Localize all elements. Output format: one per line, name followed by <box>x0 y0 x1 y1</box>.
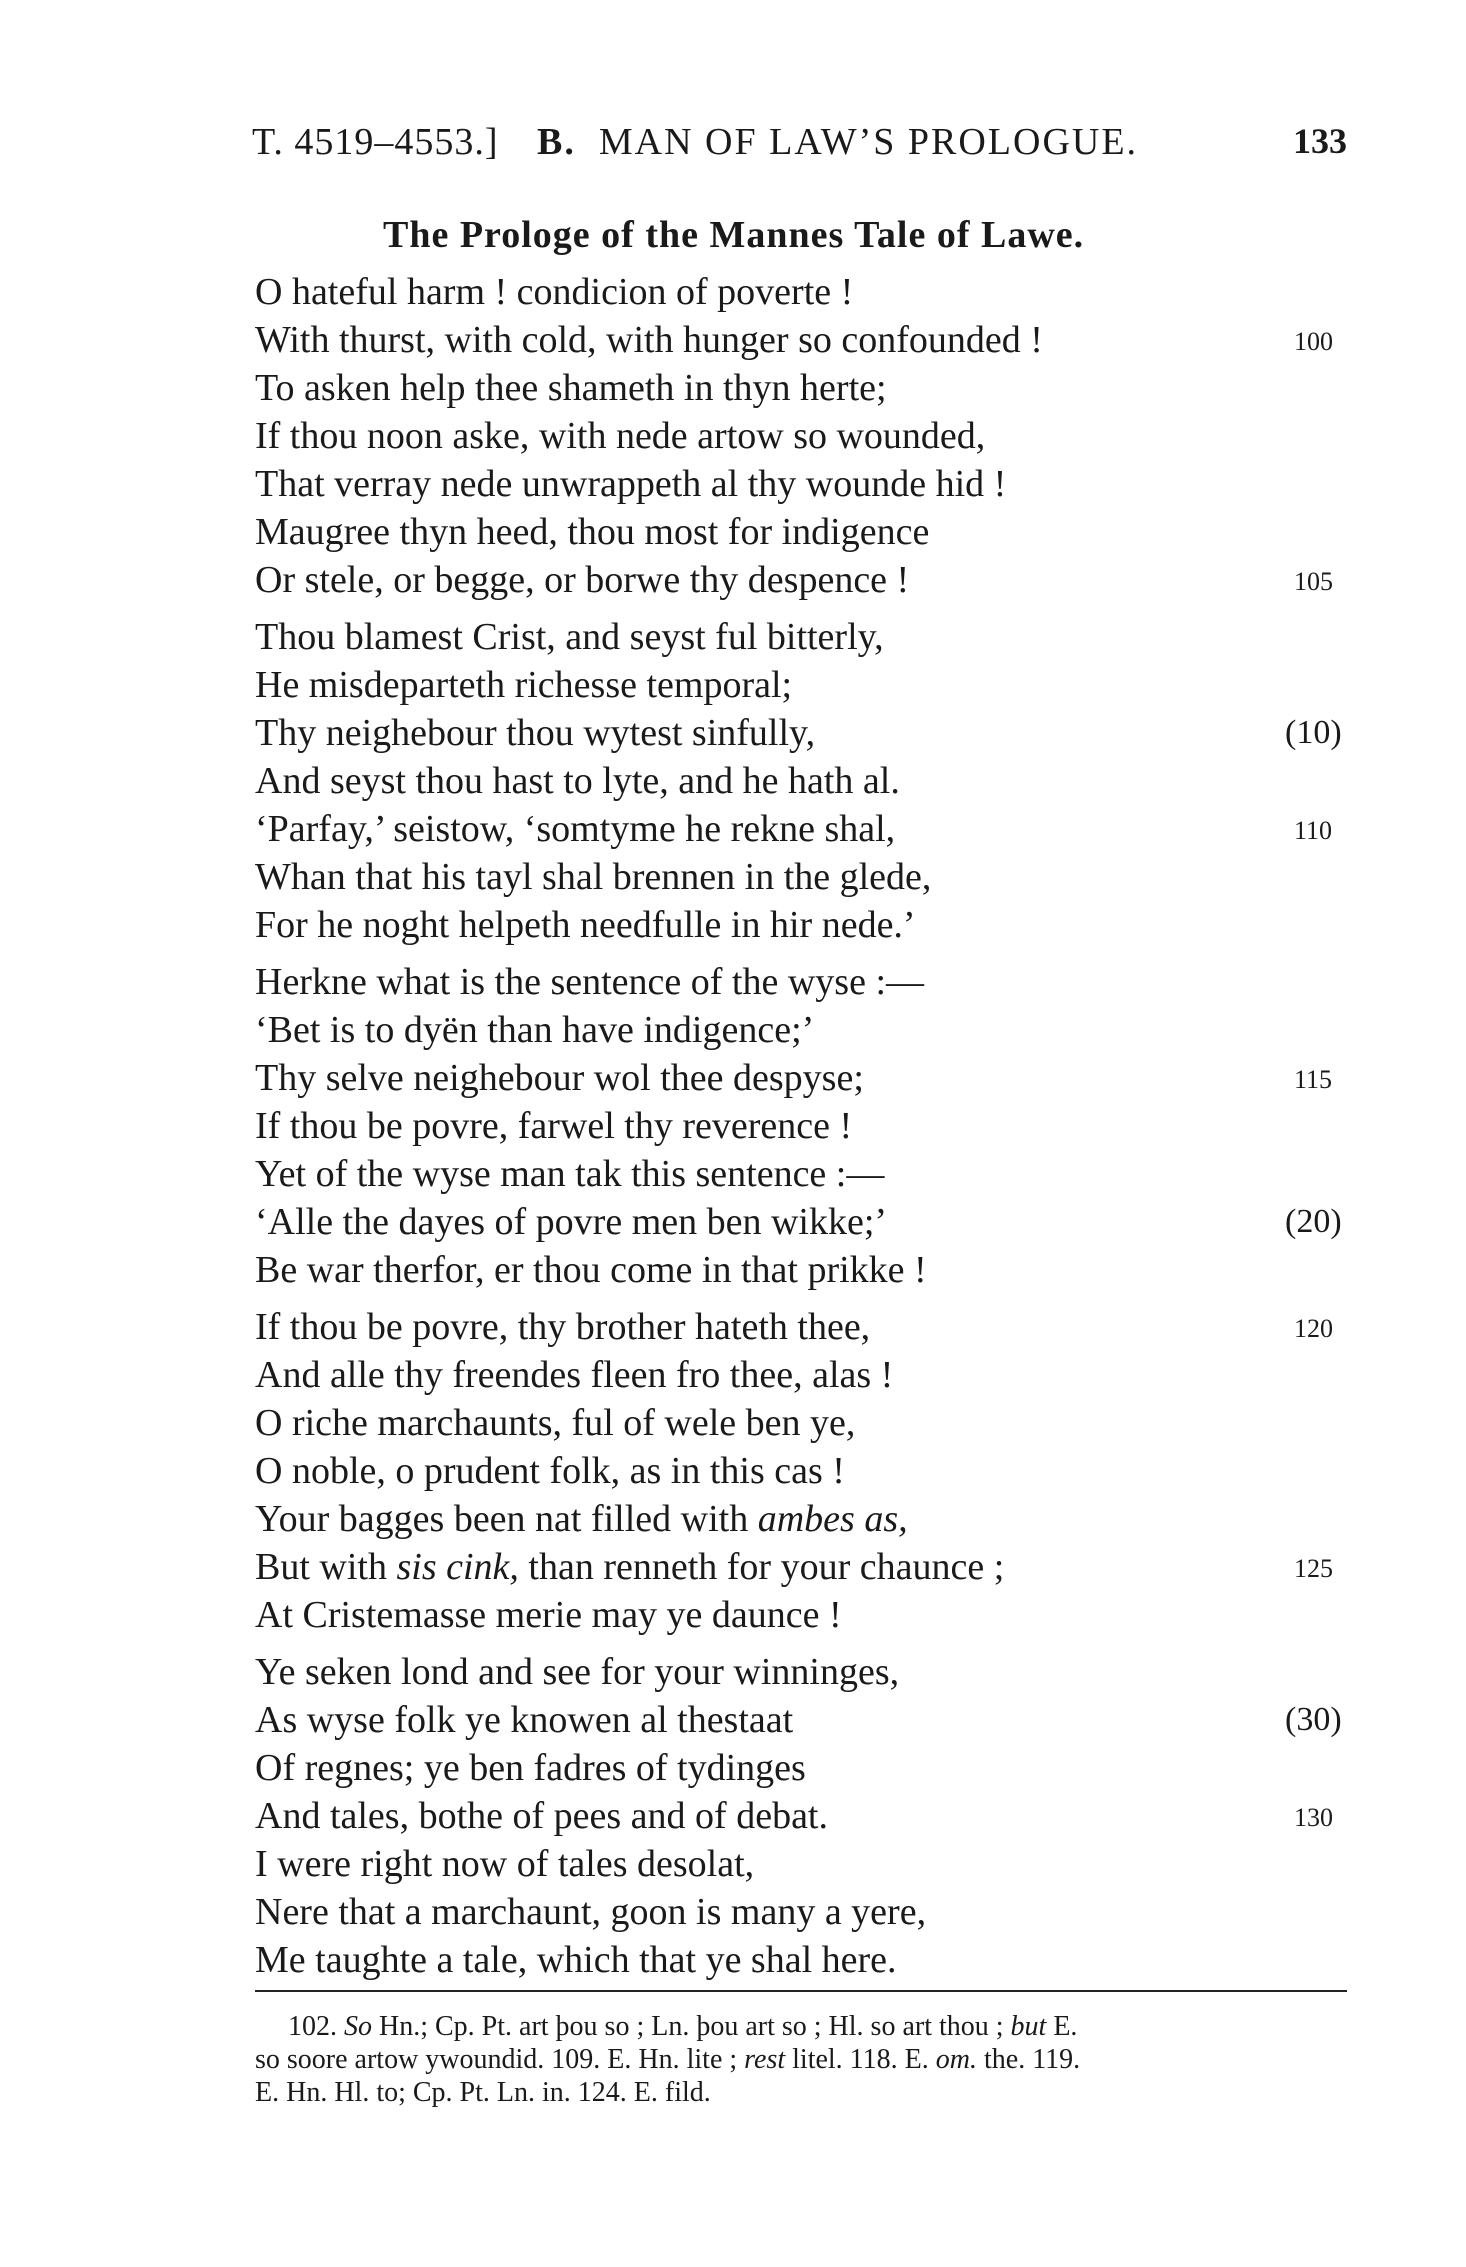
verse-text: I were right now of tales desolat, <box>255 1843 755 1885</box>
verse-line <box>255 1936 1355 1984</box>
verse-line <box>255 460 1355 508</box>
verse-text: If thou noon aske, with nede artow so wounded, <box>255 415 986 457</box>
verse-text: With thurst, with cold, with hunger so confounded ! <box>255 319 1043 361</box>
verse-line <box>255 268 1355 316</box>
verse-line <box>255 1198 1355 1246</box>
verse-line <box>255 1543 1355 1591</box>
verse-text: But with <box>255 1546 397 1588</box>
verse-text: Or stele, or begge, or borwe thy despence ! <box>255 559 910 601</box>
section-title: The Prologe of the Mannes Tale of Lawe. <box>383 214 1085 256</box>
verse-text: And seyst thou hast to lyte, and he hath al. <box>255 760 900 802</box>
verse-text: ‘Alle the dayes of povre men ben wikke;’ <box>255 1201 888 1243</box>
verse-text: As wyse folk ye knowen al thestaat <box>255 1699 794 1741</box>
verse-text: O noble, o prudent folk, as in this cas ! <box>255 1450 845 1492</box>
footnote-line: so soore artow ywoundid. 109. E. Hn. lite ; rest litel. 118. E. om. the. 119. <box>255 2044 1081 2075</box>
footnote-line: 102. So Hn.; Cp. Pt. art þou so ; Ln. þou art so ; Hl. so art thou ; but E. <box>288 2011 1078 2042</box>
verse-line <box>255 1888 1355 1936</box>
footnote-rule <box>255 1990 1347 1992</box>
verse-line <box>255 1054 1355 1102</box>
verse-text: O riche marchaunts, ful of wele ben ye, <box>255 1402 856 1444</box>
verse-text-cont: than renneth for your chaunce ; <box>518 1546 1005 1588</box>
line-number: 120 <box>1294 1314 1333 1343</box>
verse-text: Whan that his tayl shal brennen in the glede, <box>255 856 932 898</box>
verse-line <box>255 1102 1355 1150</box>
line-number: 105 <box>1294 567 1333 596</box>
verse-line <box>255 1792 1355 1840</box>
verse-line <box>255 508 1355 556</box>
verse-line <box>255 1351 1355 1399</box>
verse-text: To asken help thee shameth in thyn herte; <box>255 367 887 409</box>
verse-line <box>255 364 1355 412</box>
verse-text: Thy selve neighebour wol thee despyse; <box>255 1057 864 1099</box>
page-number: 133 <box>1293 121 1347 161</box>
verse-line <box>255 556 1355 604</box>
verse-text: Ye seken lond and see for your winninges, <box>255 1651 900 1693</box>
verse-text: O hateful harm ! condicion of poverte ! <box>255 271 854 313</box>
verse-line <box>255 1399 1355 1447</box>
verse-text: And alle thy freendes fleen fro thee, alas ! <box>255 1354 894 1396</box>
verse-text: For he noght helpeth needfulle in hir nede.’ <box>255 904 916 946</box>
verse-line <box>255 661 1355 709</box>
footnotes <box>255 2010 1355 2109</box>
verse-line <box>255 1303 1355 1351</box>
line-number: (20) <box>1285 1203 1342 1240</box>
running-header <box>252 120 1347 180</box>
verse-line <box>255 1150 1355 1198</box>
line-number: (10) <box>1285 714 1342 751</box>
line-number: 110 <box>1294 816 1333 845</box>
verse-line <box>255 613 1355 661</box>
verse-text: Yet of the wyse man tak this sentence :— <box>255 1153 885 1195</box>
verse-text: Be war therfor, er thou come in that prikke ! <box>255 1249 927 1291</box>
verse-text: Thy neighebour thou wytest sinfully, <box>255 712 816 754</box>
verse-line <box>255 1495 1355 1543</box>
verse-text: Herkne what is the sentence of the wyse :— <box>255 961 925 1003</box>
verse-line <box>255 316 1355 364</box>
line-number: 115 <box>1294 1065 1333 1094</box>
verse-text: ‘Parfay,’ seistow, ‘somtyme he rekne shal, <box>255 808 896 850</box>
verse-text: Of regnes; ye ben fadres of tydinges <box>255 1747 806 1789</box>
verse-italic: ambes as, <box>757 1498 908 1540</box>
line-number: 130 <box>1294 1803 1333 1832</box>
verse-text: Nere that a marchaunt, goon is many a yere, <box>255 1891 927 1933</box>
verse-line <box>255 412 1355 460</box>
verse-text: Me taughte a tale, which that ye shal here. <box>255 1939 897 1981</box>
verse-line <box>255 1840 1355 1888</box>
section-letter: B. <box>537 121 576 163</box>
verse-line <box>255 1006 1355 1054</box>
verse-line <box>255 1246 1355 1294</box>
verse-line <box>255 709 1355 757</box>
running-title-text: MAN OF LAW’S PROLOGUE. <box>598 121 1139 163</box>
verse-line <box>255 805 1355 853</box>
verse-text: Maugree thyn heed, thou most for indigence <box>255 511 930 553</box>
verse-line <box>255 1591 1355 1639</box>
verse-line <box>255 1648 1355 1696</box>
verse-text: At Cristemasse merie may ye daunce ! <box>255 1594 842 1636</box>
verse-text: ‘Bet is to dyën than have indigence;’ <box>255 1009 815 1051</box>
verse-line <box>255 757 1355 805</box>
line-number: 100 <box>1294 327 1333 356</box>
verse-text: Your bagges been nat filled with <box>255 1498 758 1540</box>
verse-text: If thou be povre, farwel thy reverence ! <box>255 1105 853 1147</box>
verse-text: That verray nede unwrappeth al thy wounde hid ! <box>255 463 1007 505</box>
verse-line <box>255 958 1355 1006</box>
verse-text: Thou blamest Crist, and seyst ful bitterly, <box>255 616 884 658</box>
verse-text: And tales, bothe of pees and of debat. <box>255 1795 828 1837</box>
line-range: T. 4519–4553.] <box>252 121 499 163</box>
line-number: (30) <box>1285 1701 1342 1738</box>
footnote-line: E. Hn. Hl. to; Cp. Pt. Ln. in. 124. E. fild. <box>255 2077 711 2108</box>
verse-line <box>255 901 1355 949</box>
verse-text: If thou be povre, thy brother hateth thee, <box>255 1306 871 1348</box>
verse-lines <box>255 268 1355 1984</box>
verse-line <box>255 1696 1355 1744</box>
verse-line <box>255 1744 1355 1792</box>
verse-italic: sis cink, <box>396 1546 519 1588</box>
verse-line <box>255 1447 1355 1495</box>
verse-line <box>255 853 1355 901</box>
running-title <box>537 120 1138 164</box>
verse-text: He misdeparteth richesse temporal; <box>255 664 793 706</box>
line-number: 125 <box>1294 1554 1333 1583</box>
